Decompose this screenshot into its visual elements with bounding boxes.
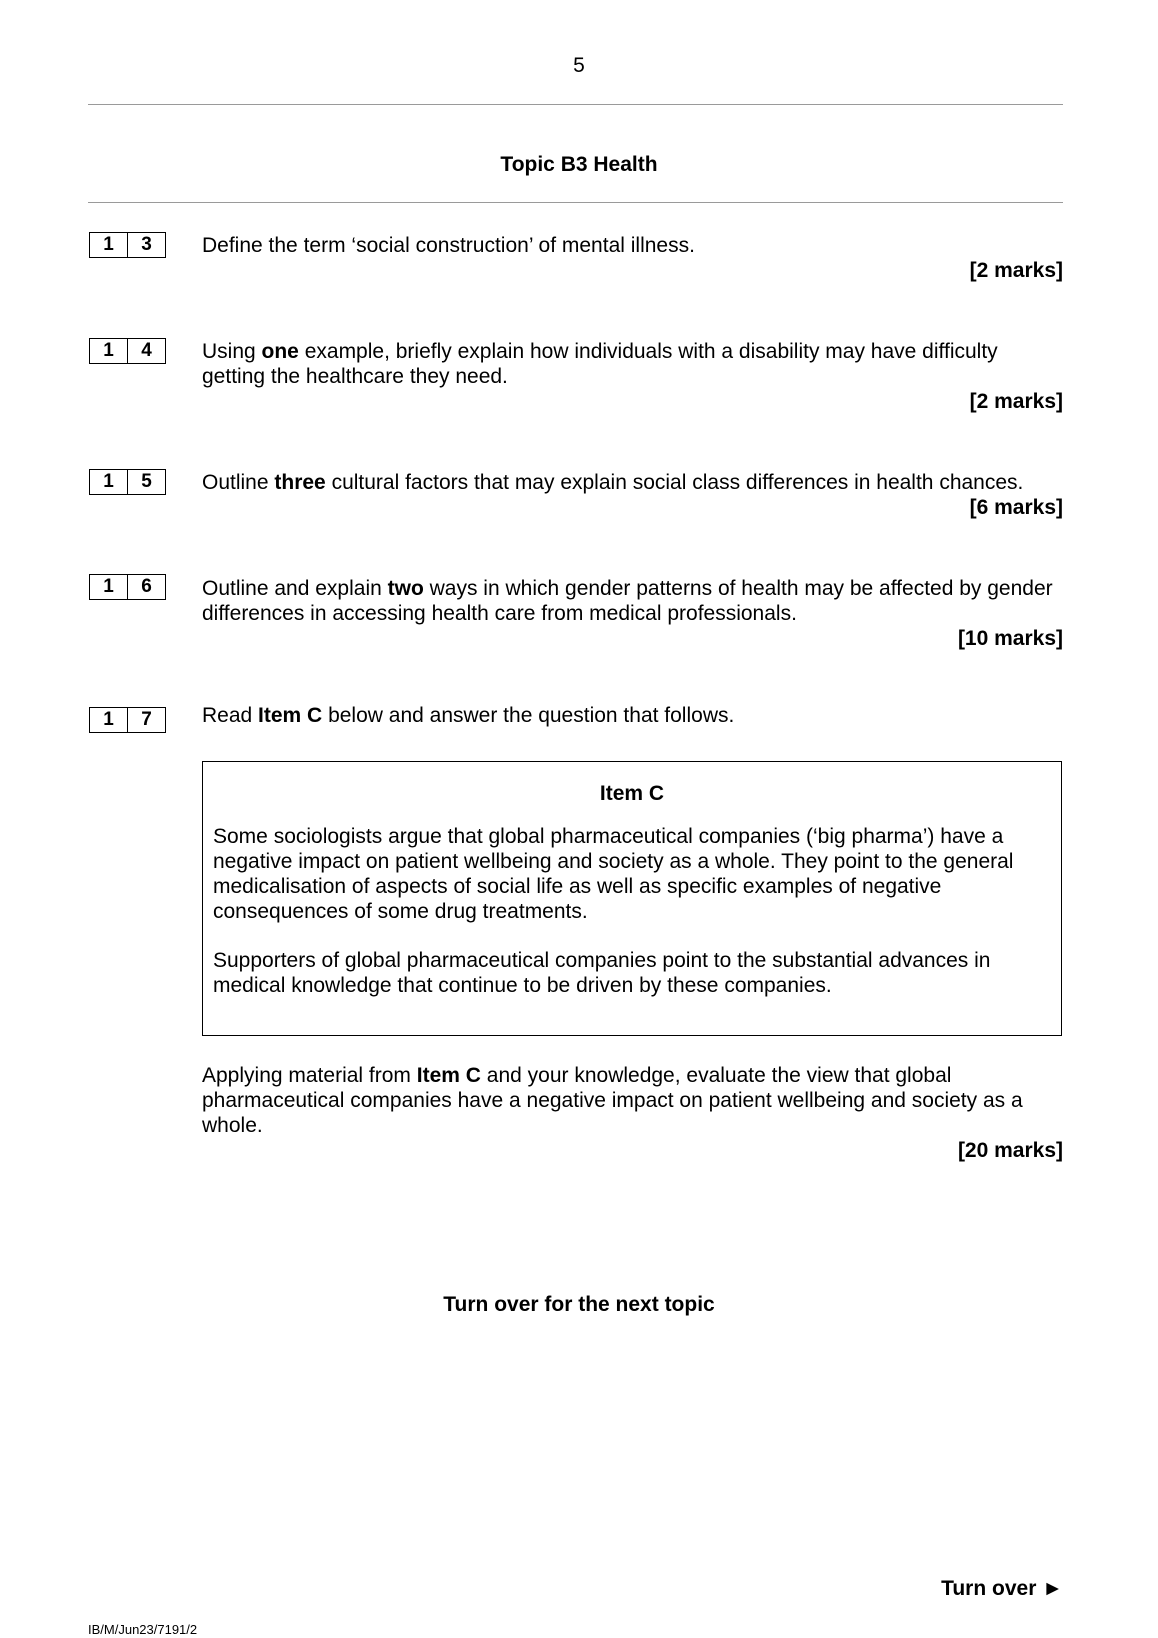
question-number-box: [89, 574, 166, 600]
question-text: Define the term ‘social construction’ of mental illness.: [202, 234, 695, 257]
turn-over-label: Turn over ►: [941, 1577, 1063, 1600]
marks-label: [2 marks]: [969, 390, 1063, 413]
marks-label: [2 marks]: [969, 259, 1063, 282]
topic-divider: [88, 202, 1063, 203]
question-digit: 1: [103, 576, 114, 597]
question-digit: 1: [103, 340, 114, 361]
item-c-paragraph: Supporters of global pharmaceutical companies point to the substantial advances in medical knowledge that continue to be driven by these companies.: [213, 949, 991, 997]
question-digit: 1: [103, 709, 114, 730]
marks-label: [20 marks]: [957, 1139, 1063, 1162]
question-text: Using one example, briefly explain how individuals with a disability may have difficulty getting the healthcare they need.: [202, 340, 998, 388]
turn-over-next-topic: Turn over for the next topic: [443, 1293, 715, 1316]
item-c-title: Item C: [599, 782, 665, 805]
item-c-paragraph: Some sociologists argue that global pharmaceutical companies (‘big pharma’) have a negative impact on patient wellbeing and society as a whole. They point to the general medicalisation of aspects of social life as well as specific examples of negative consequences of some drug treatments.: [213, 825, 1014, 923]
marks-label: [6 marks]: [969, 496, 1063, 519]
question-text: Outline three cultural factors that may explain social class differences in health chances.: [202, 471, 1024, 494]
question-number-box: [89, 469, 166, 495]
item-c-box: [202, 761, 1062, 1036]
question-digit: 3: [127, 233, 165, 257]
question-digit: 1: [103, 471, 114, 492]
question-digit: 7: [127, 708, 165, 732]
question-text: Outline and explain two ways in which gender patterns of health may be affected by gender differences in accessing health care from medical professionals.: [202, 577, 1053, 625]
question-digit: 1: [103, 234, 114, 255]
page-number: 5: [573, 54, 585, 77]
question-number-box: [89, 232, 166, 258]
question-number-box: [89, 707, 166, 733]
question-text: Read Item C below and answer the question that follows.: [202, 704, 735, 727]
question-text: Applying material from Item C and your knowledge, evaluate the view that global pharmaceutical companies have a negative impact on patient wellbeing and society as a whole.: [202, 1064, 1023, 1137]
question-number-box: [89, 338, 166, 364]
question-digit: 6: [127, 575, 165, 599]
marks-label: [10 marks]: [957, 627, 1063, 650]
question-digit: 4: [127, 339, 165, 363]
document-code: IB/M/Jun23/7191/2: [88, 1622, 198, 1637]
header-divider: [88, 104, 1063, 105]
topic-title: Topic B3 Health: [500, 153, 658, 176]
question-digit: 5: [127, 470, 165, 494]
